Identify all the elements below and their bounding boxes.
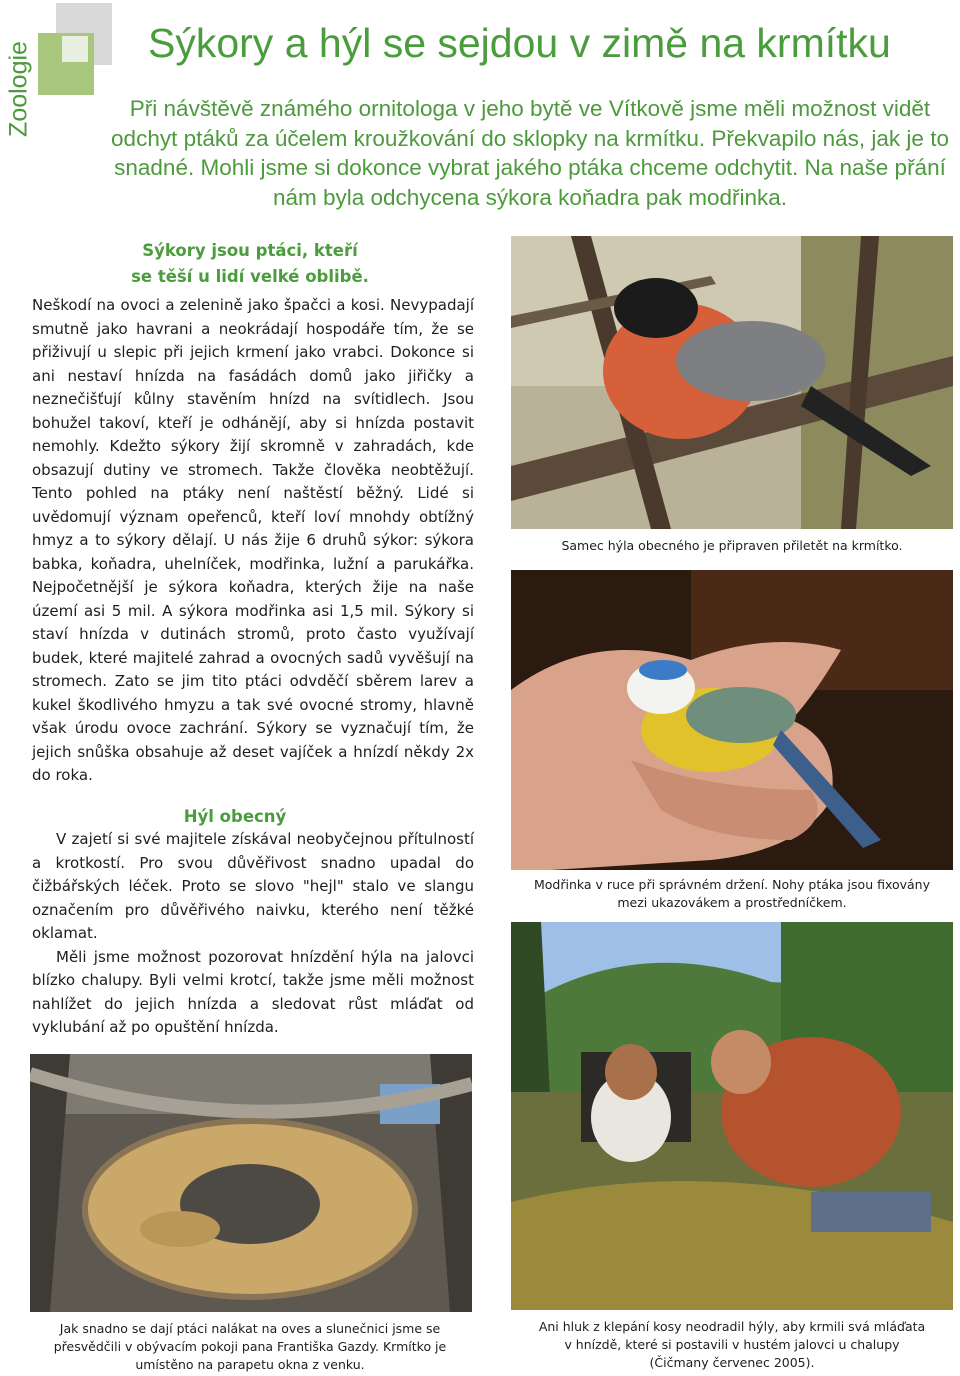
article-body — [32, 294, 474, 788]
photo-blue-tit — [511, 570, 953, 870]
page-title: Sýkory a hýl se sejdou v zimě na krmítku — [148, 20, 891, 66]
subhead-line-1: Sýkory jsou ptáci, kteří — [142, 241, 358, 260]
photo-ringing-outdoors — [511, 922, 953, 1310]
subhead-line-2: se těší u lidí velké oblibě. — [131, 267, 369, 286]
photo-feeder-oats — [30, 1054, 472, 1312]
section-label: Zoologie — [4, 41, 33, 137]
subhead-sykory — [100, 238, 400, 290]
body-paragraph-sykory: Neškodí na ovoci a zelenině jako špačci a kosi. Nevypadají smutně jako havrani a neokrádají hospodáře tím, že se přiživují u slepic při jejich krmení jako vrabci. Dokonce si ani nestaví hnízda na fasádách domů jako jiřičky a neznečišťují kůlny stavěním hnízd na svítidlech. Jsou bohužel takoví, kteří je odhánějí, aby si hnízda postavit nemohly. Kdežto sýkory žijí skromně v zahradách, kde obsazují dutiny ve stromech. Takže člověka neobtěžují. Tento pohled na ptáky není naštěstí běžný. Lidé si uvědomují význam opeřenců, kteří loví mnohdy obtížný hmyz a to sýkory dělají. U nás žije 6 druhů sýkor: sýkora babka, koňadra, uhelníček, modřinka, lužní a parukářka. Nejpočetnější je sýkora koňadra, kterých žije na naše území asi 5 mil. A sýkora modřinka asi 1,5 mil. Sýkory si staví hnízda v dutinách stromů, proto často využívají budek, které majitelé zahrad a ovocných sadů vyvěšují na stromech. Zato se jim tito ptáci odvděčí sběrem larev a kukel škodlivého hmyzu a tak své ovocné stromy, hlavně však úrodu ovoce zachrání. Sýkory se vyznačují tím, že jejich snůška obsahuje až deset vajíček a hnízdí někdy 2x do roka. — [32, 296, 474, 784]
photo-bullfinch — [511, 236, 953, 529]
hyl-paragraph-2: Měli jsme možnost pozorovat hnízdění hýla na jalovci blízko chalupy. Byli velmi krotcí, takže jsme měli možnost nahlížet do jejich hnízda a sledovat růst mláďat od vyklubání až po opuštění hnízda. — [32, 947, 474, 1036]
photo-caption-outdoors: Ani hluk z klepání kosy neodradil hýly, aby krmili svá mláďata v hnízdě, které si postavili v hustém jalovci u chalupy (Čičmany červenec 2005). — [538, 1319, 926, 1370]
photo-caption-feeder: Jak snadno se dají ptáci nalákat na oves a slunečnici jsme se přesvědčili v obývacím pokoji pana Františka Gazdy. Krmítko je umístěno na parapetu okna z venku. — [53, 1321, 447, 1372]
decor-square-light — [62, 36, 88, 62]
subhead-hyl: Hýl obecný — [183, 807, 287, 826]
hyl-text — [32, 828, 474, 1040]
photo-caption-bullfinch: Samec hýla obecného je připraven přiletět na krmítko. — [561, 538, 903, 553]
hyl-paragraph-1: V zajetí si své majitele získával neobyčejnou přítulností a krotkostí. Pro svou důvěřivost snadno upadal do čižbářských léček. Proto se slovo "hejl" stalo ve slangu označením pro důvěřivého naivku, kterého není těžké oklamat. — [32, 830, 474, 942]
photo-caption-blue-tit: Modřinka v ruce při správném držení. Nohy ptáka jsou fixovány mezi ukazovákem a prostředníčkem. — [534, 877, 930, 910]
lead-paragraph: Při návštěvě známého ornitologa v jeho bytě ve Vítkově jsme měli možnost vidět odchyt ptáků za účelem kroužkování do sklopky na krmítku. Překvapilo nás, jak je to snadné. Mohli jsme si dokonce vybrat jakého ptáka chceme odchytit. Na naše přání nám byla odchycena sýkora koňadra pak modřinka. — [111, 96, 949, 210]
